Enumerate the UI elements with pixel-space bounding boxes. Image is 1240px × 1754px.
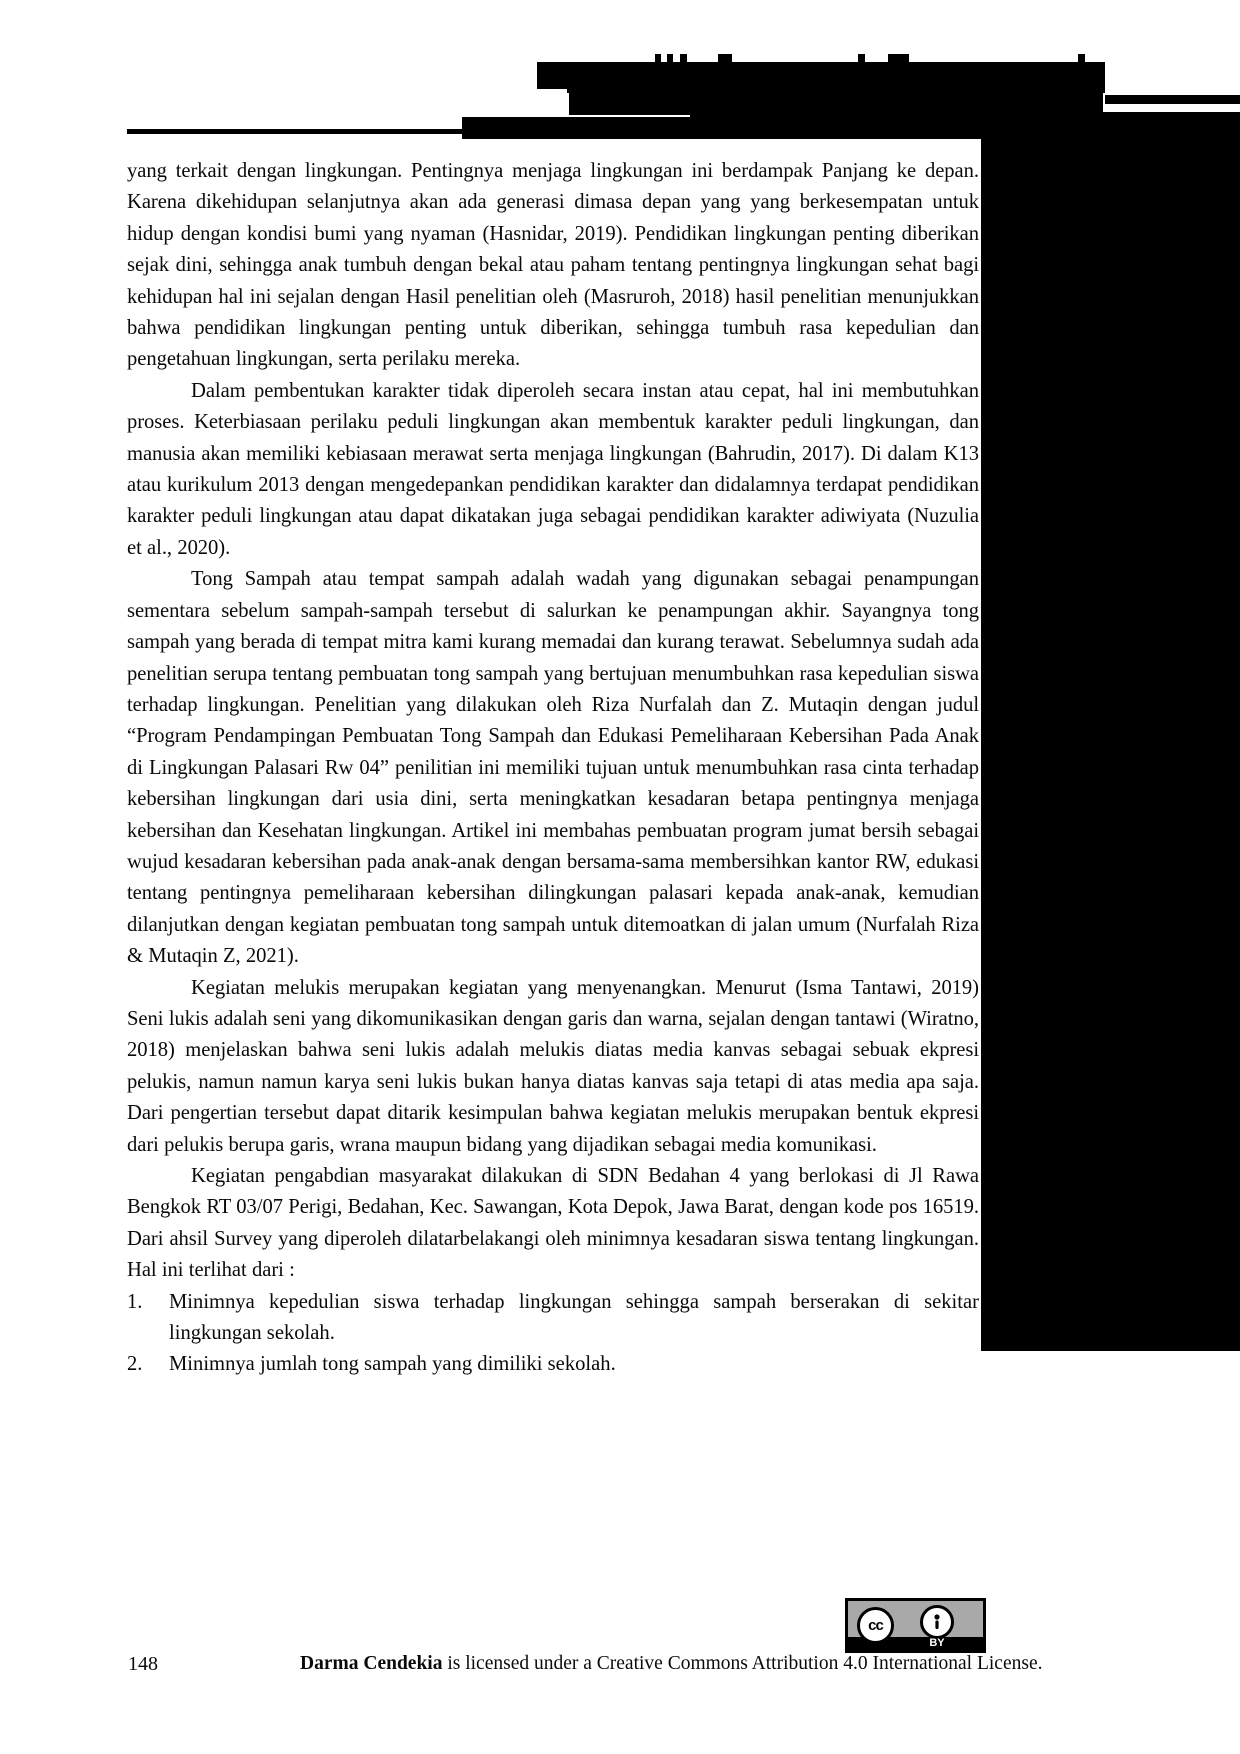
problem-list	[127, 1287, 979, 1381]
license-statement	[300, 1652, 1043, 1676]
page-number: 148	[128, 1653, 158, 1675]
body-text-column	[127, 156, 979, 1381]
paragraph-2: Dalam pembentukan karakter tidak diperoleh secara instan atau cepat, hal ini membutuhkan proses. Keterbiasaan perilaku peduli lingkungan akan membentuk karakter peduli lingkungan, dan manusia akan memiliki kebiasaan merawat serta menjaga lingkungan (Bahrudin, 2017). Di dalam K13 atau kurikulum 2013 dengan mengedepankan pendidikan karakter dan didalamnya terdapat pendidikan karakter peduli lingkungan atau dapat dikatakan juga sebagai pendidikan karakter adiwiyata (Nuzulia et al., 2020).	[127, 379, 979, 559]
by-person-icon	[920, 1605, 954, 1639]
right-margin-redaction-bar	[981, 136, 1240, 1351]
paragraph-3: Tong Sampah atau tempat sampah adalah wadah yang digunakan sebagai penampungan sementara sebelum sampah-sampah tersebut di salurkan ke penampungan akhir. Sayangnya tong sampah yang berada di tempat mitra kami kurang memadai dan kurang terawat. Sebelumnya sudah ada penelitian serupa tentang pembuatan tong sampah yang bertujuan menumbuhkan rasa kepedulian siswa terhadap lingkungan. Penelitian yang dilakukan oleh Riza Nurfalah dan Z. Mutaqin dengan judul “Program Pendampingan Pembuatan Tong Sampah dan Edukasi Pemeliharaan Kebersihan Pada Anak di Lingkungan Palasari Rw 04” penilitian ini memiliki tujuan untuk menumbuhkan rasa cinta terhadap kebersihan lingkungan dari usia dini, serta meningkatkan kesadaran betapa pentingnya menjaga kebersihan dan Kesehatan lingkungan. Artikel ini membahas pembuatan program jumat bersih sebagai wujud kesadaran kebersihan pada anak-anak dengan bersama-sama membersihkan kantor RW, edukasi tentang pentingnya pemeliharaan kebersihan dilingkungan palasari kepada anak-anak, kemudian dilanjutkan dengan kegiatan pembuatan tong sampah untuk ditemoatkan di jalan umum (Nurfalah Riza & Mutaqin Z, 2021).	[127, 568, 979, 968]
header-redaction-block-4	[569, 90, 691, 115]
license-text: is licensed under a Creative Commons Attribution 4.0 International License.	[442, 1653, 1043, 1674]
paragraph-1: yang terkait dengan lingkungan. Pentingnya menjaga lingkungan ini berdampak Panjang ke depan. Karena dikehidupan selanjutnya akan ada generasi dimasa depan yang yang berkesempatan untuk hidup dengan kondisi bumi yang nyaman (Hasnidar, 2019). Pendidikan lingkungan penting diberikan sejak dini, sehingga anak tumbuh dengan bekal atau paham tentang pentingnya lingkungan sehat bagi kehidupan hal ini sejalan dengan Hasil penelitian oleh (Masruroh, 2018) hasil penelitian menunjukkan bahwa pendidikan lingkungan penting untuk diberikan, sehingga tumbuh rasa kepedulian dan pengetahuan lingkungan, serta perilaku mereka.	[127, 160, 979, 371]
list-item	[127, 1287, 979, 1350]
header-rule	[127, 129, 997, 134]
paragraph-4: Kegiatan melukis merupakan kegiatan yang menyenangkan. Menurut (Isma Tantawi, 2019) Seni lukis adalah seni yang dikomunikasikan dengan garis dan warna, sejalan dengan tantawi (Wiratno, 2018) menjelaskan bahwa seni lukis adalah melukis diatas media kanvas sebagai sebuak ekpresi pelukis, namun namun karya seni lukis bukan hanya diatas kanvas saja tetapi di atas media apa saja. Dari pengertian tersebut dapat ditarik kesimpulan bahwa kegiatan melukis merupakan bentuk ekpresi dari pelukis berupa garis, wrana maupun bidang yang dijadikan sebagai media komunikasi.	[127, 976, 979, 1156]
header-redaction-block-7	[462, 117, 990, 139]
list-item-text: Minimnya kepedulian siswa terhadap lingkungan sehingga sampah berserakan di sekitar lingkungan sekolah.	[169, 1290, 979, 1345]
cc-icon: cc	[857, 1607, 894, 1644]
list-item-text: Minimnya jumlah tong sampah yang dimiliki sekolah.	[169, 1353, 616, 1376]
list-item-number: 1.	[127, 1290, 143, 1313]
page-footer	[0, 1590, 1240, 1710]
creative-commons-badge-icon	[845, 1598, 986, 1653]
list-item	[127, 1349, 979, 1380]
paragraph-5: Kegiatan pengabdian masyarakat dilakukan di SDN Bedahan 4 yang berlokasi di Jl Rawa Bengkok RT 03/07 Perigi, Bedahan, Kec. Sawangan, Kota Depok, Jawa Barat, dengan kode pos 16519. Dari ahsil Survey yang diperoleh dilatarbelakangi oleh minimnya kesadaran siswa tentang lingkungan. Hal ini terlihat dari :	[127, 1165, 979, 1282]
list-item-number: 2.	[127, 1353, 143, 1376]
header-redaction-block-6	[1105, 95, 1240, 104]
by-label: BY	[929, 1637, 945, 1649]
header-redaction-block-2	[610, 62, 1105, 89]
journal-name: Darma Cendekia	[300, 1653, 443, 1674]
